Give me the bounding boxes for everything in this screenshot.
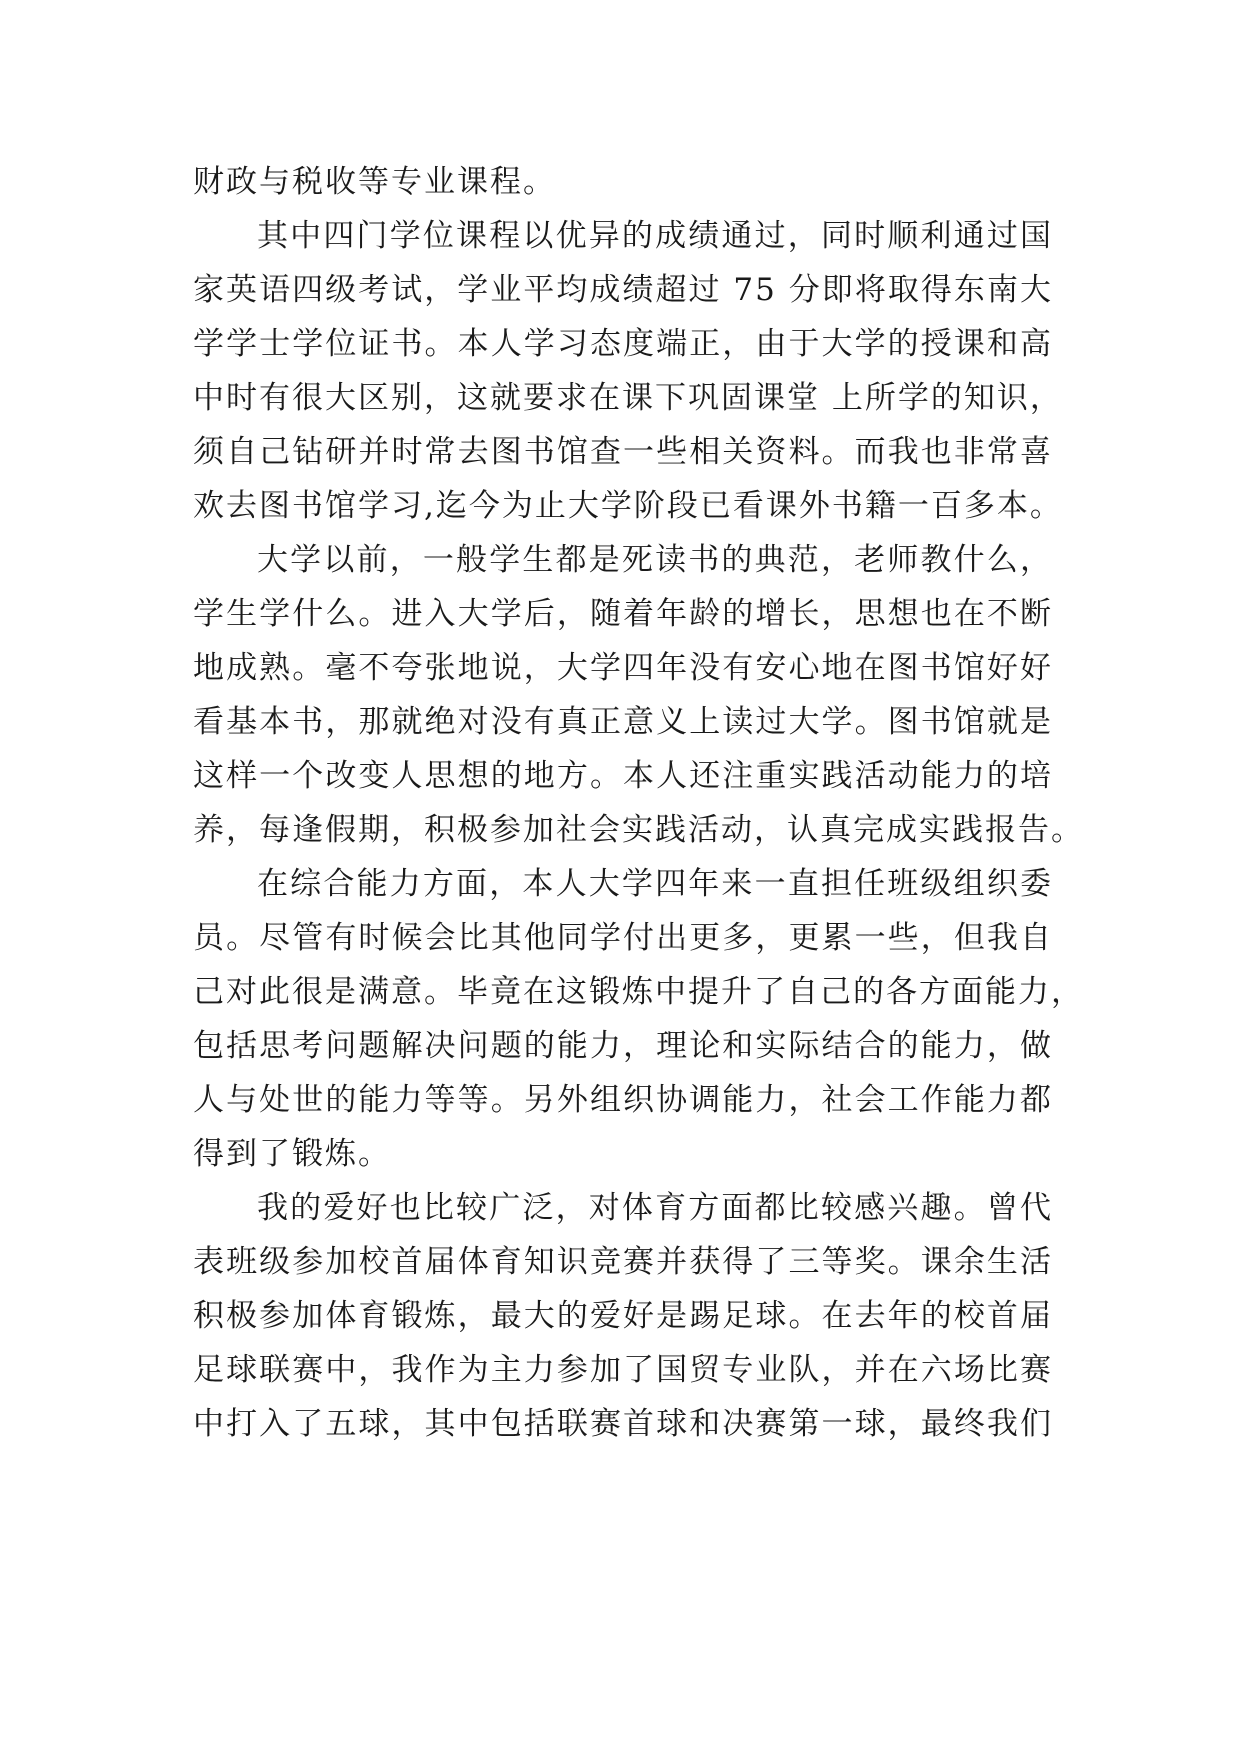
text-line: 学生学什么。进入大学后，随着年龄的增长，思想也在不断 (193, 596, 1053, 632)
body-text (193, 155, 1084, 1451)
text-line: 足球联赛中，我作为主力参加了国贸专业队，并在六场比赛 (193, 1352, 1053, 1388)
text-line: 须自己钻研并时常去图书馆查一些相关资料。而我也非常喜 (193, 434, 1053, 470)
text-line: 中打入了五球，其中包括联赛首球和决赛第一球，最终我们 (193, 1406, 1053, 1442)
text-line: 财政与税收等专业课程。 (193, 164, 556, 200)
text-line: 其中四门学位课程以优异的成绩通过，同时顺利通过国 (257, 218, 1053, 254)
text-line: 表班级参加校首届体育知识竞赛并获得了三等奖。课余生活 (193, 1244, 1053, 1280)
text-line: 我的爱好也比较广泛，对体育方面都比较感兴趣。曾代 (257, 1190, 1053, 1226)
text-line: 学学士学位证书。本人学习态度端正，由于大学的授课和高 (193, 326, 1053, 362)
text-line: 中时有很大区别，这就要求在课下巩固课堂 上所学的知识， (193, 380, 1063, 416)
text-line: 己对此很是满意。毕竟在这锻炼中提升了自己的各方面能力， (193, 974, 1084, 1010)
text-line: 包括思考问题解决问题的能力，理论和实际结合的能力，做 (193, 1028, 1053, 1064)
text-line: 地成熟。毫不夸张地说，大学四年没有安心地在图书馆好好 (193, 650, 1053, 686)
text-line: 这样一个改变人思想的地方。本人还注重实践活动能力的培 (193, 758, 1053, 794)
text-line: 看基本书，那就绝对没有真正意义上读过大学。图书馆就是 (193, 704, 1053, 740)
text-line: 大学以前，一般学生都是死读书的典范，老师教什么， (257, 542, 1053, 578)
text-line: 得到了锻炼。 (193, 1136, 391, 1172)
text-line: 员。尽管有时候会比其他同学付出更多，更累一些，但我自 (193, 920, 1053, 956)
text-line: 养，每逢假期，积极参加社会实践活动，认真完成实践报告。 (193, 812, 1084, 848)
text-line: 积极参加体育锻炼，最大的爱好是踢足球。在去年的校首届 (193, 1298, 1053, 1334)
text-line: 人与处世的能力等等。另外组织协调能力，社会工作能力都 (193, 1082, 1053, 1118)
text-line: 家英语四级考试，学业平均成绩超过 75 分即将取得东南大 (193, 272, 1053, 308)
text-line: 在综合能力方面，本人大学四年来一直担任班级组织委 (257, 866, 1053, 902)
text-line: 欢去图书馆学习,迄今为止大学阶段已看课外书籍一百多本。 (193, 488, 1063, 524)
